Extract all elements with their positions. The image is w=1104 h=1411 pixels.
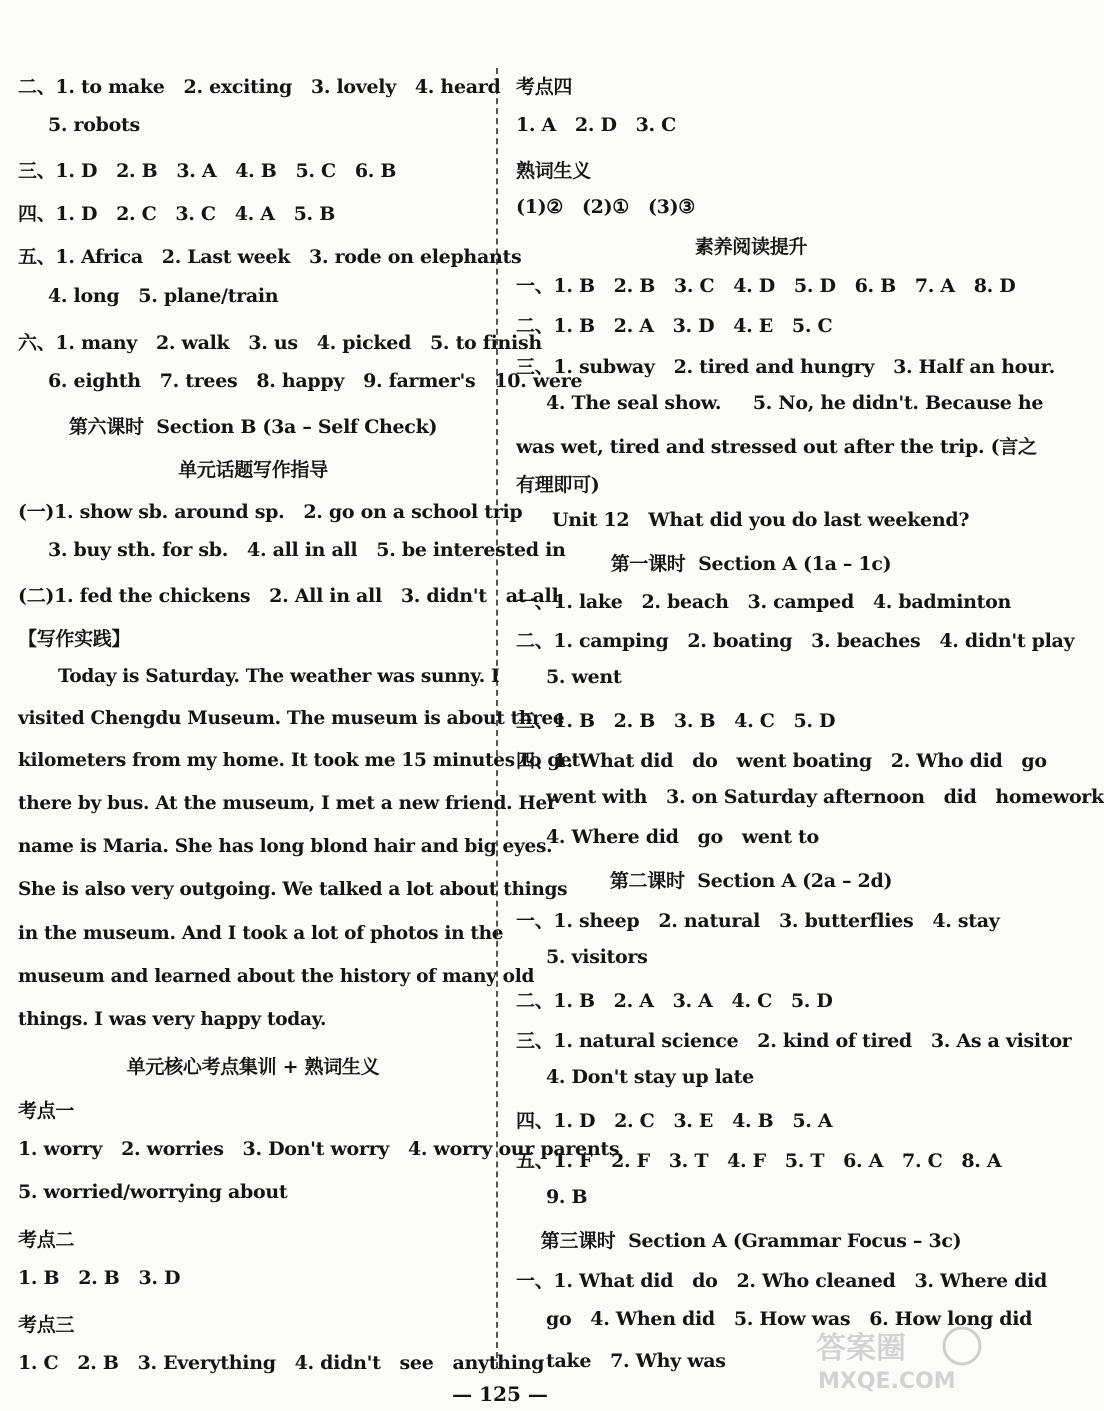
answer-line: take 7. Why was [546, 1350, 726, 1372]
answer-line: 二、1. B 2. A 3. D 4. E 5. C [516, 315, 833, 337]
point-heading: 考点一 [18, 1100, 75, 1122]
answer-line: 三、1. B 2. B 3. B 4. C 5. D [516, 710, 836, 732]
answer-line: 5. went [546, 666, 622, 688]
essay-line: museum and learned about the history of many old [18, 966, 535, 987]
lesson-heading: 第二课时 Section A (2a – 2d) [609, 870, 893, 892]
watermark-circle [944, 1328, 980, 1364]
answer-line: 四、1. What did do went boating 2. Who did go [516, 750, 1047, 772]
unit-title: Unit 12 What did you do last weekend? [552, 509, 970, 531]
answer-line: 五、1. Africa 2. Last week 3. rode on elephants [18, 246, 522, 268]
answer-line: 六、1. many 2. walk 3. us 4. picked 5. to finish [18, 332, 542, 354]
answer-line: 4. long 5. plane/train [48, 285, 279, 307]
answer-line: 一、1. lake 2. beach 3. camped 4. badminton [516, 591, 1012, 613]
answer-line: 二、1. B 2. A 3. A 4. C 5. D [516, 990, 833, 1012]
point-heading: 熟词生义 [516, 160, 591, 182]
section-heading: 素养阅读提升 [694, 236, 808, 258]
answer-line: 1. A 2. D 3. C [516, 114, 676, 136]
answer-line: 一、1. B 2. B 3. C 4. D 5. D 6. B 7. A 8. D [516, 275, 1016, 297]
answer-line: go 4. When did 5. How was 6. How long did [546, 1308, 1033, 1330]
answer-line: was wet, tired and stressed out after the trip. (言之 [516, 436, 1037, 458]
answer-line: 五、1. F 2. F 3. T 4. F 5. T 6. A 7. C 8. A [516, 1150, 1002, 1172]
page-number: — 125 — [452, 1382, 548, 1406]
answer-line: (一)1. show sb. around sp. 2. go on a school trip [18, 501, 523, 523]
answer-line: 4. The seal show. 5. No, he didn't. Because he [546, 392, 1044, 414]
answer-line: 二、1. to make 2. exciting 3. lovely 4. heard [18, 76, 501, 98]
answer-line: 二、1. camping 2. boating 3. beaches 4. didn't play [516, 630, 1075, 652]
answer-line: 一、1. sheep 2. natural 3. butterflies 4. stay [516, 910, 1000, 932]
answer-line: 5. worried/worrying about [18, 1181, 288, 1203]
answer-line: 4. Don't stay up late [546, 1066, 754, 1088]
lesson-heading: 第三课时 Section A (Grammar Focus – 3c) [540, 1230, 962, 1252]
watermark-logo [812, 1322, 988, 1396]
answer-line: 6. eighth 7. trees 8. happy 9. farmer's 10. were [48, 370, 583, 392]
essay-line: She is also very outgoing. We talked a lot about things [18, 879, 568, 900]
essay-line: things. I was very happy today. [18, 1009, 327, 1030]
answer-line: 5. visitors [546, 946, 648, 968]
answer-line: 四、1. D 2. C 3. C 4. A 5. B [18, 203, 335, 225]
answer-line: went with 3. on Saturday afternoon did homework [546, 786, 1104, 808]
answer-line: 一、1. What did do 2. Who cleaned 3. Where did [516, 1270, 1048, 1292]
answer-line: 3. buy sth. for sb. 4. all in all 5. be interested in [48, 539, 566, 561]
essay-line: kilometers from my home. It took me 15 minutes to get [18, 750, 580, 771]
answer-line: 4. Where did go went to [546, 826, 819, 848]
answer-line: 四、1. D 2. C 3. E 4. B 5. A [516, 1110, 833, 1132]
answer-line: 1. B 2. B 3. D [18, 1267, 181, 1289]
section-heading: 单元话题写作指导 [178, 459, 328, 481]
answer-line: (二)1. fed the chickens 2. All in all 3. didn't at all [18, 585, 559, 607]
watermark-text-cn: 答案圈 [816, 1331, 906, 1366]
section-heading: 【写作实践】 [18, 628, 131, 650]
essay-line: there by bus. At the museum, I met a new friend. Her [18, 793, 557, 814]
answer-line: 5. robots [48, 114, 140, 136]
essay-line: visited Chengdu Museum. The museum is about three [18, 708, 565, 729]
point-heading: 考点三 [18, 1314, 75, 1336]
answer-line: 三、1. natural science 2. kind of tired 3. As a visitor [516, 1030, 1072, 1052]
answer-line: 1. worry 2. worries 3. Don't worry 4. worry our parents [18, 1138, 620, 1160]
lesson-heading: 第一课时 Section A (1a – 1c) [610, 553, 892, 575]
answer-line: 1. C 2. B 3. Everything 4. didn't see anything [18, 1352, 545, 1374]
essay-line: in the museum. And I took a lot of photos in the [18, 923, 504, 944]
lesson-heading: 第六课时 Section B (3a – Self Check) [68, 416, 438, 438]
section-heading: 单元核心考点集训 + 熟词生义 [126, 1056, 380, 1078]
answer-line: (1)② (2)① (3)③ [516, 196, 695, 218]
answer-line: 有理即可) [516, 474, 600, 496]
watermark-text-url: MXQE.COM [818, 1369, 956, 1394]
point-heading: 考点四 [516, 76, 573, 98]
answer-line: 三、1. D 2. B 3. A 4. B 5. C 6. B [18, 160, 397, 182]
point-heading: 考点二 [18, 1229, 75, 1251]
essay-line: name is Maria. She has long blond hair and big eyes. [18, 836, 553, 857]
answer-line: 三、1. subway 2. tired and hungry 3. Half an hour. [516, 356, 1055, 378]
essay-line: Today is Saturday. The weather was sunny. I [58, 666, 500, 687]
answer-line: 9. B [546, 1186, 588, 1208]
